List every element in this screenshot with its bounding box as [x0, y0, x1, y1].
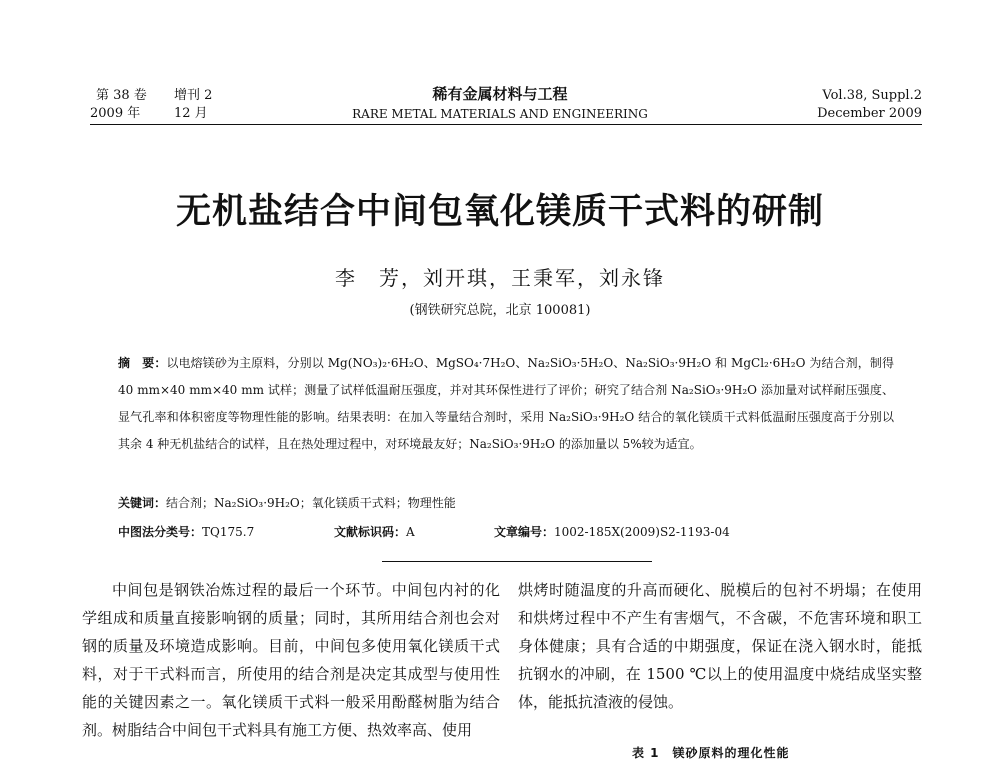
clc-value: TQ175.7 — [202, 525, 255, 539]
section-separator — [382, 561, 652, 562]
document-code — [334, 523, 415, 540]
table-caption: 表 1 镁砂原料的理化性能 — [632, 746, 790, 760]
keywords-label: 关键词： — [118, 496, 167, 510]
volume-number: 第 38 卷 — [96, 88, 147, 103]
article-authors: 李 芳，刘开琪，王秉军，刘永锋 — [335, 266, 665, 290]
body-paragraph-continued: 烘烤时随温度的升高而硬化、脱模后的包衬不坍塌；在使用和烘烤过程中不产生有害烟气，不含碳，不危害环境和职工身体健康；具有合适的中期强度，保证在浇入钢水时，能抵抗钢水的冲刷，在 1500 ℃以上的使用温度中烧结成坚实整体，能抵抗渣液的侵蚀。 — [518, 581, 922, 711]
date-en: December 2009 — [817, 106, 922, 121]
clc-label: 中图法分类号： — [118, 525, 203, 539]
keywords-text: 结合剂；Na₂SiO₃·9H₂O；氧化镁质干式料；物理性能 — [166, 496, 456, 510]
author-affiliation: (钢铁研究总院，北京 100081) — [409, 303, 591, 318]
body-right-column — [518, 576, 922, 716]
doc-code-value: A — [406, 525, 415, 539]
body-left-column — [82, 576, 500, 744]
article-number-label: 文章编号： — [494, 525, 555, 539]
abstract — [118, 350, 894, 458]
journal-title-cn: 稀有金属材料与工程 — [432, 85, 568, 103]
article-title: 无机盐结合中间包氧化镁质干式料的研制 — [175, 192, 824, 232]
keywords — [118, 494, 456, 511]
abstract-text: 以电熔镁砂为主原料，分别以 Mg(NO₃)₂·6H₂O、MgSO₄·7H₂O、Na₂SiO₃·5H₂O、Na₂SiO₃·9H₂O 和 MgCl₂·6H₂O 为结合剂，制得 40 mm×40 mm×40 mm 试样；测量了试样低温耐压强度，并对其环保性进行了评价；研究了结合剂 Na₂SiO₃·9H₂O 添加量对试样耐压强度、显气孔率和体积密度等物理性能的影响。结果表明：在加入等量结合剂时，采用 Na₂SiO₃·9H₂O 结合的氧化镁质干式料低温耐压强度高于分别以其余 4 种无机盐结合的试样，且在热处理过程中，对环境最友好；Na₂SiO₃·9H₂O 的添加量以 5%较为适宜。 — [118, 356, 894, 451]
clc-number — [118, 523, 254, 540]
publication-month: 12 月 — [174, 106, 208, 121]
journal-title-en: RARE METAL MATERIALS AND ENGINEERING — [352, 107, 648, 121]
supplement-number: 增刊 2 — [174, 88, 213, 103]
header-rule — [90, 124, 922, 125]
abstract-label: 摘 要： — [118, 356, 167, 370]
article-number-value: 1002-185X(2009)S2-1193-04 — [554, 525, 730, 539]
publication-year: 2009 年 — [90, 106, 141, 121]
article-number — [494, 523, 730, 540]
body-paragraph: 中间包是钢铁冶炼过程的最后一个环节。中间包内衬的化学组成和质量直接影响钢的质量；同时，其所用结合剂也会对钢的质量及环境造成影响。目前，中间包多使用氧化镁质干式料，对于干式料而言，所使用的结合剂是决定其成型与使用性能的关键因素之一。氧化镁质干式料一般采用酚醛树脂为结合剂。树脂结合中间包干式料具有施工方便、热效率高、使用 — [82, 581, 500, 739]
doc-code-label: 文献标识码： — [334, 525, 407, 539]
volume-en: Vol.38, Suppl.2 — [822, 88, 922, 103]
